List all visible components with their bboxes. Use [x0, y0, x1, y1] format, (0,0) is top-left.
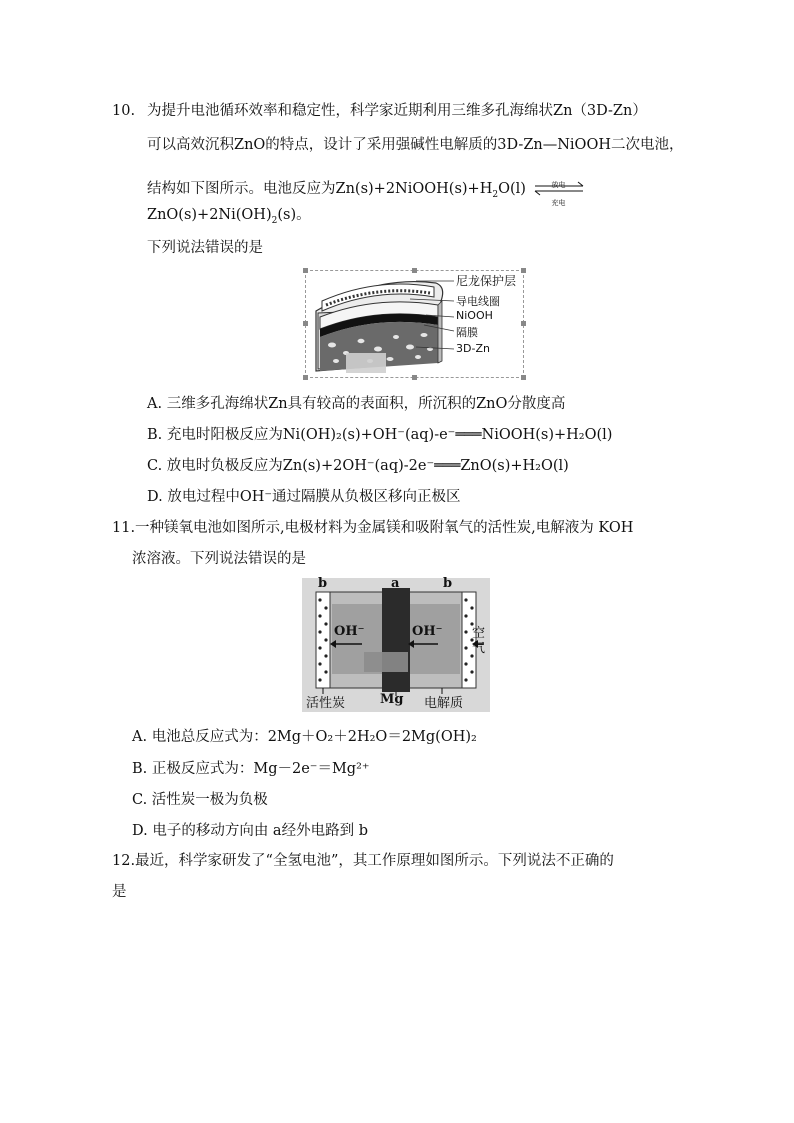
- label-conductive-coil: 导电线圈: [456, 295, 500, 308]
- q12-stem-line2: 是: [112, 884, 127, 900]
- arrow-label-discharge: 放电: [551, 181, 566, 189]
- q10-reaction-left: 结构如下图所示。电池反应为Zn(s)+2NiOOH(s)+H: [147, 181, 493, 197]
- q10-ask: 下列说法错误的是: [147, 240, 263, 256]
- q11-option-a: A. 电池总反应式为：2Mg＋O₂＋2H₂O＝2Mg(OH)₂: [132, 729, 477, 745]
- label-mg: Mg: [380, 692, 404, 707]
- mg-oxygen-cell-figure: [302, 578, 490, 712]
- q10-stem-line2: 可以高效沉积ZnO的特点，设计了采用强碱性电解质的3D-Zn—NiOOH二次电池，: [147, 137, 684, 153]
- q11-option-b: B. 正极反应式为：Mg－2e⁻＝Mg²⁺: [132, 761, 370, 777]
- q10-reaction-right-end: (s)。: [277, 207, 311, 223]
- label-b-left: b: [318, 576, 328, 591]
- label-oh-left: OH⁻: [334, 624, 365, 639]
- label-a: a: [391, 576, 400, 591]
- q11-option-c: C. 活性炭一极为负极: [132, 792, 268, 808]
- arrow-label-charge: 充电: [551, 199, 566, 207]
- q11-option-d: D. 电子的移动方向由 a经外电路到 b: [132, 823, 368, 839]
- q10-option-b: B. 充电时阳极反应为Ni(OH)₂(s)+OH⁻(aq)-e⁻═══NiOOH(s)+H₂O(l): [147, 427, 613, 443]
- label-oh-right: OH⁻: [412, 624, 443, 639]
- q10-stem-line1: 为提升电池循环效率和稳定性，科学家近期利用三维多孔海绵状Zn（3D-Zn）: [147, 103, 647, 119]
- label-niooh: NiOOH: [456, 309, 493, 322]
- label-nylon-layer: 尼龙保护层: [456, 274, 517, 288]
- q10-option-a: A. 三维多孔海绵状Zn具有较高的表面积，所沉积的ZnO分散度高: [147, 396, 566, 412]
- label-3d-zn: 3D-Zn: [456, 342, 490, 355]
- reversible-arrow-icon: [533, 179, 585, 207]
- q10-option-c: C. 放电时负极反应为Zn(s)+2OH⁻(aq)-2e⁻═══ZnO(s)+H₂O(l): [147, 458, 569, 474]
- label-air: 空气: [472, 626, 486, 656]
- q10-stem-line4: $ZnO(s)+2Ni(OH)_2(s)$。: [147, 207, 311, 226]
- q11-stem-line2: 浓溶液。下列说法错误的是: [132, 551, 306, 567]
- q11-stem-line1: 11.一种镁氧电池如图所示,电极材料为金属镁和吸附氧气的活性炭,电解液为 KOH: [112, 520, 634, 536]
- label-activated-carbon: 活性炭: [306, 696, 346, 711]
- label-separator: 隔膜: [456, 326, 478, 339]
- q10-reaction-right: ZnO(s)+2Ni(OH): [147, 207, 272, 223]
- label-electrolyte: 电解质: [424, 696, 464, 711]
- q10-reaction-left-end: O(l): [498, 181, 526, 197]
- q12-stem-line1: 12.最近，科学家研发了“全氢电池”，其工作原理如图所示。下列说法不正确的: [112, 853, 614, 869]
- q10-number: 10.: [112, 103, 136, 119]
- q10-option-d: D. 放电过程中OH⁻通过隔膜从负极区移向正极区: [147, 489, 461, 505]
- battery-structure-figure: [305, 270, 524, 378]
- label-b-right: b: [443, 576, 453, 591]
- q10-stem-line3: 结构如下图所示。电池反应为$Zn(s)+2NiOOH(s)+H_2O(l)$ 放电 充电: [147, 179, 587, 199]
